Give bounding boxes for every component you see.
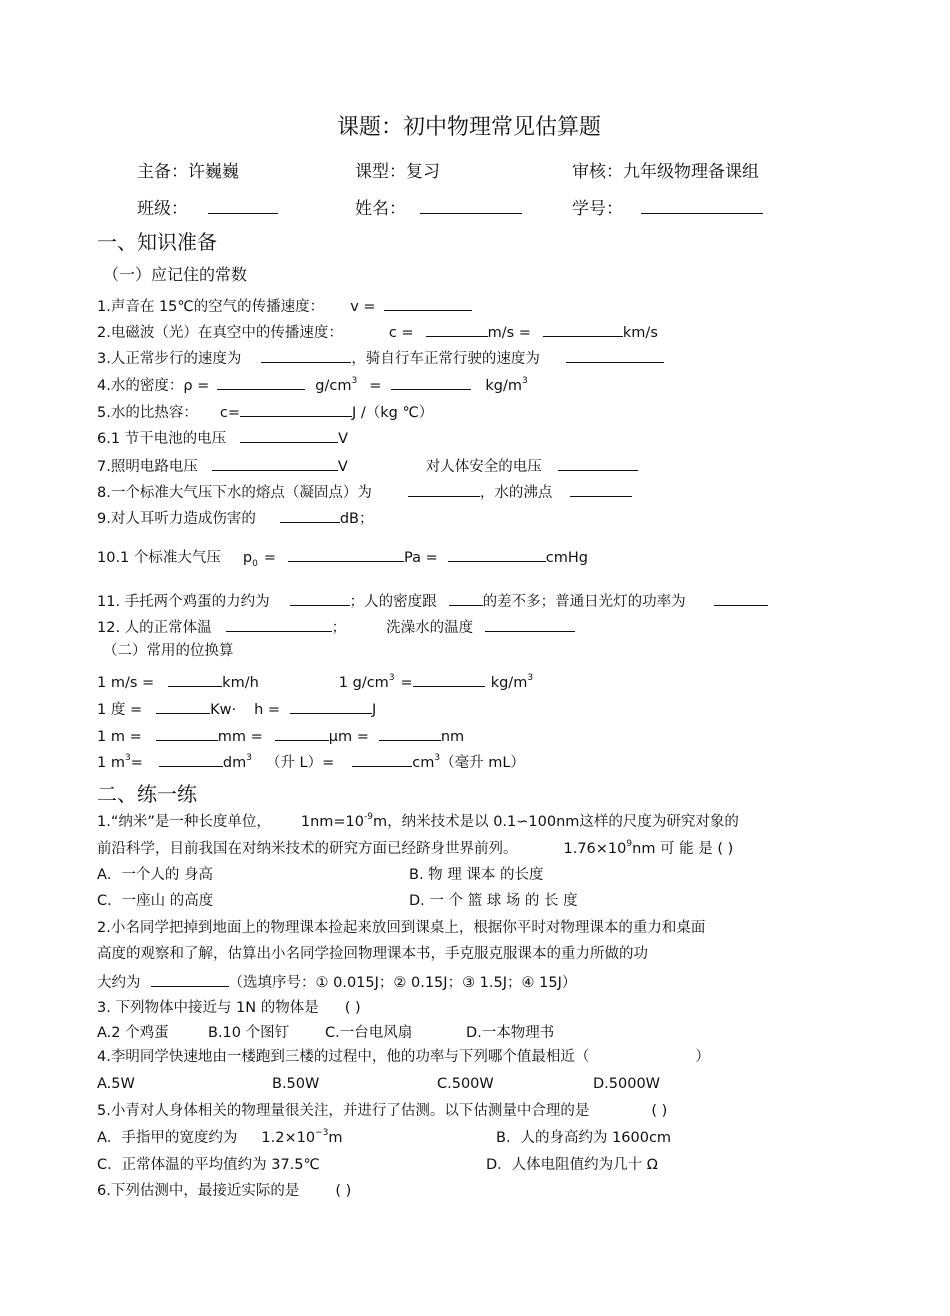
conv4-exp-a: 3 — [124, 753, 131, 763]
p5-a-exp: −3 — [315, 1128, 329, 1138]
q6-row — [97, 427, 348, 449]
p1-formula: 1nm=10 — [300, 814, 364, 830]
q5-blank[interactable] — [240, 401, 352, 417]
conv4-row — [97, 751, 525, 773]
q8-text-boil: ，水的沸点 — [479, 485, 553, 501]
conv1-exp-a: 3 — [388, 673, 395, 683]
conv4-text-ml: （毫升 mL） — [440, 755, 525, 771]
conv3-unit-mm: mm = — [217, 729, 263, 745]
conv4-exp-c: 3 — [434, 753, 441, 763]
p2-line2: 高度的观察和了解，估算出小名同学捡回物理课本书，手克服克服课本的重力所做的功 — [97, 946, 648, 962]
p3-option-d[interactable]: D.一本物理书 — [466, 1025, 555, 1041]
q7-text: 7.照明电路电压 — [97, 459, 198, 475]
p1-option-d[interactable]: D. 一 个 篮 球 场 的 长 度 — [409, 893, 578, 909]
p1-option-c[interactable]: C．一座山 的高度 — [97, 893, 214, 909]
q4-row — [97, 374, 528, 396]
q1-blank[interactable] — [384, 295, 472, 311]
reviewer-label: 审核：九年级物理备课组 — [572, 162, 759, 182]
conv4-text: 1 m — [97, 755, 125, 771]
conv4-blank-dm3[interactable] — [159, 751, 223, 767]
p4-option-c[interactable]: C.500W — [437, 1076, 494, 1092]
conv4-eq: = — [130, 755, 143, 771]
conv1-unit-kgm: kg/m — [490, 675, 528, 691]
q5-row — [97, 401, 433, 423]
q4-text: 4.水的密度：ρ = — [97, 378, 210, 394]
p4-option-b[interactable]: B.50W — [272, 1076, 320, 1092]
conv1-text-gcm: 1 g/cm — [338, 675, 389, 691]
p3-option-c[interactable]: C.一台电风扇 — [325, 1025, 413, 1041]
q3-text: 3.人正常步行的速度为 — [97, 351, 242, 367]
q11-text-density: ；人的密度跟 — [349, 594, 437, 610]
p5-option-b[interactable]: B．人的身高约为 1600cm — [496, 1130, 672, 1146]
q12-blank-bath[interactable] — [485, 616, 575, 632]
q11-blank-lamp[interactable] — [714, 590, 768, 606]
p3-answer-paren[interactable]: ( ) — [344, 1000, 361, 1016]
conv1-unit-kmh: km/h — [222, 675, 259, 691]
q7-text-safe: 对人体安全的电压 — [425, 459, 542, 475]
conv2-row — [97, 698, 376, 720]
conv3-text: 1 m = — [97, 729, 142, 745]
p1-line2 — [97, 839, 733, 859]
conv1-row — [97, 671, 533, 693]
conv4-exp-b: 3 — [246, 753, 252, 763]
name-row — [355, 197, 522, 221]
name-label: 姓名： — [355, 199, 406, 219]
id-label: 学号： — [572, 199, 623, 219]
p2-blank[interactable] — [151, 971, 229, 987]
q11-blank-force[interactable] — [290, 590, 350, 606]
q10-row — [97, 546, 588, 568]
id-field[interactable] — [641, 198, 763, 214]
p1-value: 1.76×10 — [563, 841, 627, 857]
p2-options: （选填序号：① 0.015J；② 0.15J；③ 1.5J；④ 15J） — [228, 975, 577, 991]
q2-blank-kms[interactable] — [543, 321, 623, 337]
q4-unit-kgm: kg/m — [485, 378, 522, 394]
q2-unit-kms: km/s — [622, 325, 658, 341]
q12-text-bath: 洗澡水的温度 — [386, 620, 474, 636]
p3-question — [97, 998, 361, 1018]
q8-blank-melt[interactable] — [408, 481, 480, 497]
p6-question — [97, 1181, 351, 1201]
p5-a-value: 1.2×10 — [261, 1130, 316, 1146]
conv2-blank-kwh[interactable] — [156, 698, 210, 714]
p1-text-c: 前沿科学，目前我国在对纳米技术的研究方面已经跻身世界前列。 — [97, 841, 518, 857]
p6-text: 6.下列估测中，最接近实际的是 — [97, 1183, 300, 1199]
q8-text: 8.一个标准大气压下水的熔点（凝固点）为 — [97, 485, 372, 501]
conv2-blank-j[interactable] — [290, 698, 372, 714]
conv2-text: 1 度 = — [97, 702, 143, 718]
author-label: 主备：许巍巍 — [137, 162, 239, 182]
q2-text: 2.电磁波（光）在真空中的传播速度： — [97, 325, 343, 341]
p1-text-a: 1.“纳米”是一种长度单位， — [97, 814, 271, 830]
conv2-unit-h: h = — [254, 702, 281, 718]
q1-var: v = — [350, 299, 376, 315]
q12-blank-body[interactable] — [226, 616, 332, 632]
q7-row — [97, 455, 638, 477]
p5-option-a[interactable] — [97, 1128, 343, 1148]
q10-var: p — [242, 550, 253, 566]
q12-row — [97, 616, 575, 638]
q7-unit: V — [337, 459, 348, 475]
q10-eq: = — [263, 550, 277, 566]
q1-text: 1.声音在 15℃的空气的传播速度： — [97, 299, 325, 315]
q10-text: 10.1 个标准大气压 — [97, 550, 221, 566]
q10-unit-pa: Pa = — [404, 550, 438, 566]
q11-blank-density[interactable] — [449, 590, 483, 606]
q9-unit: dB； — [339, 511, 374, 527]
p2-text: 大约为 — [97, 975, 141, 991]
p1-exp2: 9 — [626, 839, 633, 849]
p1-text-b: m，纳米技术是以 0.1∽100nm这样的尺度为研究对象的 — [372, 814, 739, 830]
p5-option-d[interactable]: D．人体电阻值约为几十 Ω — [486, 1157, 658, 1173]
q2-var: c = — [388, 325, 414, 341]
p5-answer-paren[interactable]: ( ) — [651, 1103, 668, 1119]
p3-text: 3. 下列物体中接近与 1N 的物体是 — [97, 1000, 319, 1016]
q5-text: 5.水的比热容： — [97, 405, 198, 421]
conv1-eq: = — [400, 675, 413, 691]
subsection-constants: （一）应记住的常数 — [103, 265, 248, 284]
class-field[interactable] — [208, 198, 278, 214]
q7-blank-safe[interactable] — [558, 455, 638, 471]
conv2-unit-kw: Kw· — [210, 702, 237, 718]
conv4-blank-cm3[interactable] — [352, 751, 412, 767]
q4-exp-a: 3 — [351, 376, 358, 386]
section-1-heading: 一、知识准备 — [97, 230, 217, 254]
conv3-blank-mm[interactable] — [156, 725, 218, 741]
q9-blank[interactable] — [280, 507, 340, 523]
q12-sep: ； — [331, 620, 347, 636]
q10-blank-pa[interactable] — [288, 546, 404, 562]
q4-exp-b: 3 — [522, 376, 528, 386]
q2-unit-ms: m/s = — [487, 325, 531, 341]
p5-text: 5.小青对人身体相关的物理量很关注，并进行了估测。以下估测量中合理的是 — [97, 1103, 590, 1119]
conv3-blank-um[interactable] — [275, 725, 329, 741]
p1-option-a[interactable]: A．一个人的 身高 — [97, 867, 214, 883]
p1-exp: -9 — [364, 812, 373, 822]
conv1-text: 1 m/s = — [97, 675, 155, 691]
p4-option-d[interactable]: D.5000W — [593, 1076, 661, 1092]
q2-row — [97, 321, 658, 343]
p5-option-c[interactable]: C．正常体温的平均值约为 37.5℃ — [97, 1157, 320, 1173]
q8-blank-boil[interactable] — [570, 481, 632, 497]
p5-question — [97, 1101, 667, 1121]
conv3-unit-nm: nm — [440, 729, 465, 745]
q3-row — [97, 347, 664, 369]
subsection-conversions: （二）常用的位换算 — [103, 643, 234, 659]
q2-blank-ms[interactable] — [426, 321, 488, 337]
q10-subscript: 0 — [252, 559, 258, 569]
p1-line1 — [97, 812, 739, 832]
p4-option-a[interactable]: A.5W — [97, 1076, 135, 1092]
conv3-row — [97, 725, 464, 747]
q5-var: c= — [219, 405, 240, 421]
conv3-blank-nm[interactable] — [379, 725, 441, 741]
p1-option-b[interactable]: B. 物 理 课本 的长度 — [409, 867, 544, 883]
conv4-unit-cm: cm — [412, 755, 435, 771]
section-2-heading: 二、练一练 — [97, 782, 197, 806]
conv2-unit-j: J — [372, 702, 377, 718]
conv4-unit-dm: dm — [222, 755, 247, 771]
p2-line1: 2.小名同学把掉到地面上的物理课本捡起来放回到课桌上，根据你平时对物理课本的重力和桌面 — [97, 920, 706, 936]
q4-eq: = — [369, 378, 382, 394]
page-title: 课题：初中物理常见估算题 — [337, 115, 602, 140]
name-field[interactable] — [420, 198, 522, 214]
q9-row — [97, 507, 374, 529]
class-label: 班级： — [137, 199, 188, 219]
lesson-type-label: 课型：复习 — [355, 162, 440, 182]
p5-a-unit: m — [328, 1130, 343, 1146]
q4-blank-kgm3[interactable] — [391, 374, 471, 390]
q11-row — [97, 590, 768, 612]
q10-blank-cmhg[interactable] — [448, 546, 546, 562]
q6-unit: V — [338, 431, 349, 447]
class-row — [137, 197, 278, 221]
p4-text: 4.李明同学快速地由一楼跑到三楼的过程中，他的功率与下列哪个值最相近（ — [97, 1049, 590, 1065]
q7-blank-lighting[interactable] — [212, 455, 338, 471]
q10-unit-cmhg: cmHg — [545, 550, 588, 566]
q9-text: 9.对人耳听力造成伤害的 — [97, 511, 256, 527]
q1-row — [97, 295, 472, 317]
q12-text: 12. 人的正常体温 — [97, 620, 212, 636]
p5-a-text: A．手指甲的宽度约为 — [97, 1130, 238, 1146]
conv4-text-liter: （升 L）= — [265, 755, 335, 771]
q11-text: 11. 手托两个鸡蛋的力约为 — [97, 594, 270, 610]
p3-option-b[interactable]: B.10 个图钉 — [208, 1025, 290, 1041]
p4-answer-paren[interactable]: ） — [695, 1049, 710, 1065]
q11-text-lamp: 的差不多；普通日光灯的功率为 — [482, 594, 686, 610]
p2-line3 — [97, 971, 576, 993]
conv1-blank-kmh[interactable] — [168, 671, 222, 687]
q3-blank-walk[interactable] — [261, 347, 351, 363]
p6-answer-paren[interactable]: ( ) — [335, 1183, 352, 1199]
q3-text-bike: ，骑自行车正常行驶的速度为 — [351, 351, 540, 367]
q6-text: 6.1 节干电池的电压 — [97, 431, 227, 447]
q4-unit-gcm: g/cm — [315, 378, 352, 394]
p4-question — [97, 1047, 710, 1067]
q8-row — [97, 481, 632, 503]
q5-unit: J /（kg ℃） — [351, 405, 434, 421]
conv3-unit-um: μm = — [328, 729, 369, 745]
conv1-blank-kgm3[interactable] — [413, 671, 485, 687]
conv1-exp-b: 3 — [527, 673, 534, 683]
q6-blank[interactable] — [240, 427, 338, 443]
q3-blank-bike[interactable] — [566, 347, 664, 363]
id-row — [572, 197, 763, 221]
p1-question-paren: nm 可 能 是 ( ) — [632, 841, 734, 857]
p3-option-a[interactable]: A.2 个鸡蛋 — [97, 1025, 169, 1041]
q4-blank-gcm3[interactable] — [217, 374, 305, 390]
